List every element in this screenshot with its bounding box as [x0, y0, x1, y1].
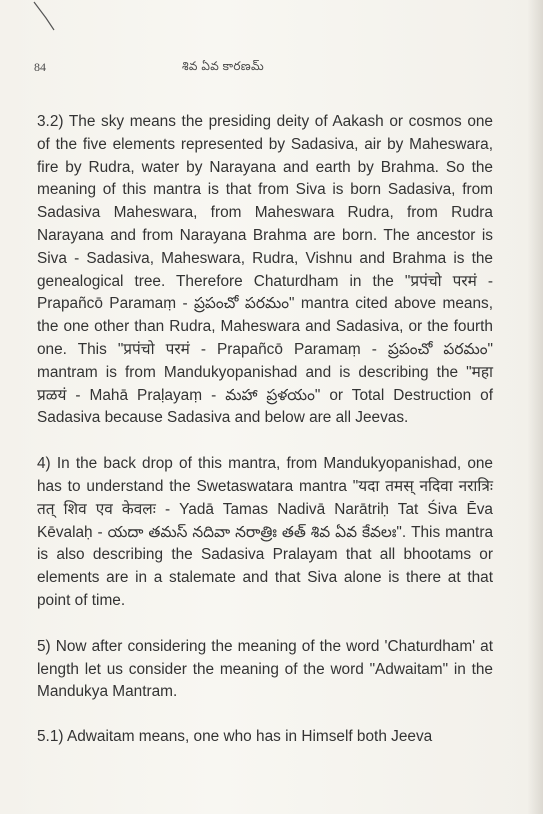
pen-mark-icon [32, 0, 60, 36]
body-text [37, 111, 493, 772]
page-number: 84 [34, 60, 46, 74]
page-edge-shadow [527, 0, 543, 814]
page-header [34, 58, 503, 76]
paragraph-5-1: 5.1) Adwaitam means, one who has in Himself both Jeeva [37, 728, 433, 746]
paragraph-4: 4) In the back drop of this mantra, from Mandukyopanishad, one has to understand the Swetaswatara mantra "यदा तमस् नदिवा नरात्रिः तत् शिव एव केवलः - Yadā Tamas Nadivā Narātriḥ Tat Śiva Ēva Kēvalaḥ - యదా తమస్ నదివా నరాత్రిః తత్ శివ ఏవ కేవలః". This mantra is also describing the Sadasiva Pralayam that all bhootams or elements are in a stalemate and that Siva alone is there at that point of time. [37, 455, 493, 609]
paragraph-3-2: 3.2) The sky means the presiding deity of Aakash or cosmos one of the five elements represented by Sadasiva, air by Maheswara, fire by Rudra, water by Narayana and earth by Brahma. So the meaning of this mantra is that from Siva is born Sadasiva, from Sadasiva Maheswara, from Maheswara Rudra, from Rudra Narayana and from Narayana Brahma are born. The ancestor is Siva - Sadasiva, Maheswara, Rudra, Vishnu and Brahma is the genealogical tree. Therefore Chaturdham in the "प्रपंचो परमं - Prapañcō Paramaṃ - ప్రపంచో పరమం" mantra cited above means, the one other than Rudra, Maheswara and Sadasiva, or the fourth one. This "प्रपंचो परमं - Prapañcō Paramaṃ - ప్రపంచో పరమం" mantram is from Mandukyopanishad and is describing the "महा प्रळयं - Mahā Praḷayaṃ - మహా ప్రళయం" or Total Destruction of Sadasiva because Sadasiva and below are all Jeevas. [37, 113, 493, 427]
paragraph-5: 5) Now after considering the meaning of the word 'Chaturdham' at length let us consider the meaning of the word "Adwaitam" in the Mandukya Mantram. [37, 637, 493, 701]
running-title: శివ ఏవ కారణమ్ [182, 59, 264, 73]
